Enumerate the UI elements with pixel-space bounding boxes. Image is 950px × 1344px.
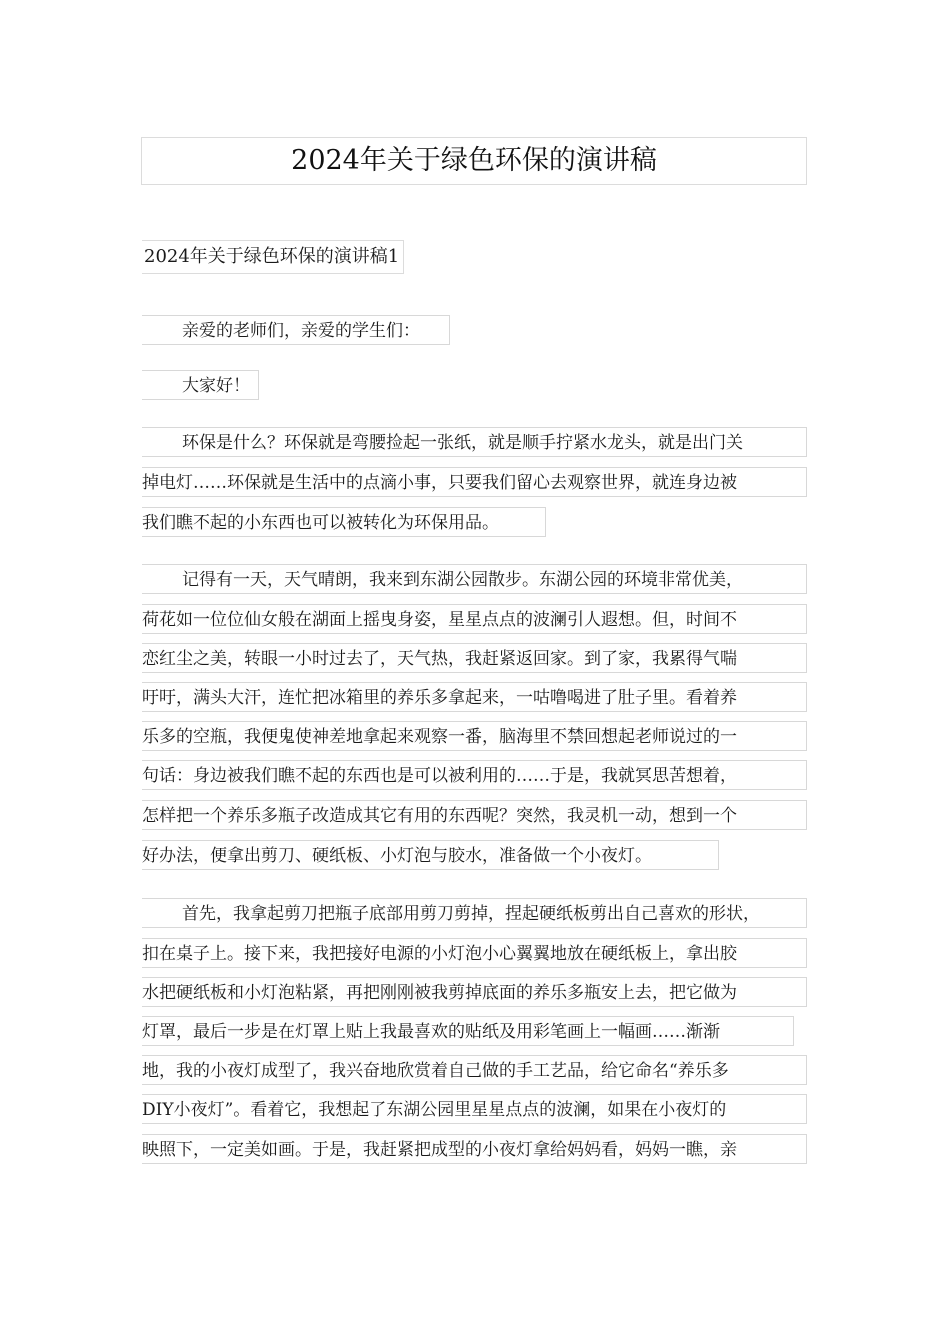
- paragraph-2-line-1: 记得有一天，天气晴朗，我来到东湖公园散步。东湖公园的环境非常优美，: [142, 564, 807, 594]
- paragraph-2-line-3: 恋红尘之美，转眼一小时过去了，天气热，我赶紧返回家。到了家，我累得气喘: [142, 643, 807, 673]
- paragraph-1-line-3: 我们瞧不起的小东西也可以被转化为环保用品。: [142, 507, 546, 537]
- paragraph-3-line-4: 灯罩，最后一步是在灯罩上贴上我最喜欢的贴纸及用彩笔画上一幅画……渐渐: [142, 1016, 794, 1046]
- paragraph-2-line-7: 怎样把一个养乐多瓶子改造成其它有用的东西呢？突然，我灵机一动，想到一个: [142, 800, 807, 830]
- paragraph-2-line-8: 好办法，便拿出剪刀、硬纸板、小灯泡与胶水，准备做一个小夜灯。: [142, 840, 719, 870]
- paragraph-3-line-2: 扣在桌子上。接下来，我把接好电源的小灯泡小心翼翼地放在硬纸板上，拿出胶: [142, 938, 807, 968]
- paragraph-2-line-4: 吁吁，满头大汗，连忙把冰箱里的养乐多拿起来，一咕噜喝进了肚子里。看着养: [142, 682, 807, 712]
- paragraph-2-line-2: 荷花如一位位仙女般在湖面上摇曳身姿，星星点点的波澜引人遐想。但，时间不: [142, 604, 807, 634]
- paragraph-3-line-7: 映照下，一定美如画。于是，我赶紧把成型的小夜灯拿给妈妈看，妈妈一瞧，亲: [142, 1134, 807, 1164]
- section-heading: 2024年关于绿色环保的演讲稿1: [142, 240, 404, 274]
- paragraph-3-line-6: DIY小夜灯”。看着它，我想起了东湖公园里星星点点的波澜，如果在小夜灯的: [142, 1094, 807, 1124]
- greeting-line: 亲爱的老师们，亲爱的学生们：: [142, 315, 450, 345]
- paragraph-2-line-5: 乐多的空瓶，我便鬼使神差地拿起来观察一番，脑海里不禁回想起老师说过的一: [142, 721, 807, 751]
- paragraph-1-line-2: 掉电灯……环保就是生活中的点滴小事，只要我们留心去观察世界，就连身边被: [142, 467, 807, 497]
- paragraph-2-line-6: 句话：身边被我们瞧不起的东西也是可以被利用的……于是，我就冥思苦想着，: [142, 760, 807, 790]
- document-title: 2024年关于绿色环保的演讲稿: [141, 137, 807, 185]
- paragraph-1-line-1: 环保是什么？环保就是弯腰捡起一张纸，就是顺手拧紧水龙头，就是出门关: [142, 427, 807, 457]
- paragraph-3-line-5: 地，我的小夜灯成型了，我兴奋地欣赏着自己做的手工艺品，给它命名“养乐多: [142, 1055, 807, 1085]
- paragraph-3-line-3: 水把硬纸板和小灯泡粘紧，再把刚刚被我剪掉底面的养乐多瓶安上去，把它做为: [142, 977, 807, 1007]
- paragraph-3-line-1: 首先，我拿起剪刀把瓶子底部用剪刀剪掉，捏起硬纸板剪出自己喜欢的形状，: [142, 898, 807, 928]
- hello-line: 大家好！: [142, 370, 259, 400]
